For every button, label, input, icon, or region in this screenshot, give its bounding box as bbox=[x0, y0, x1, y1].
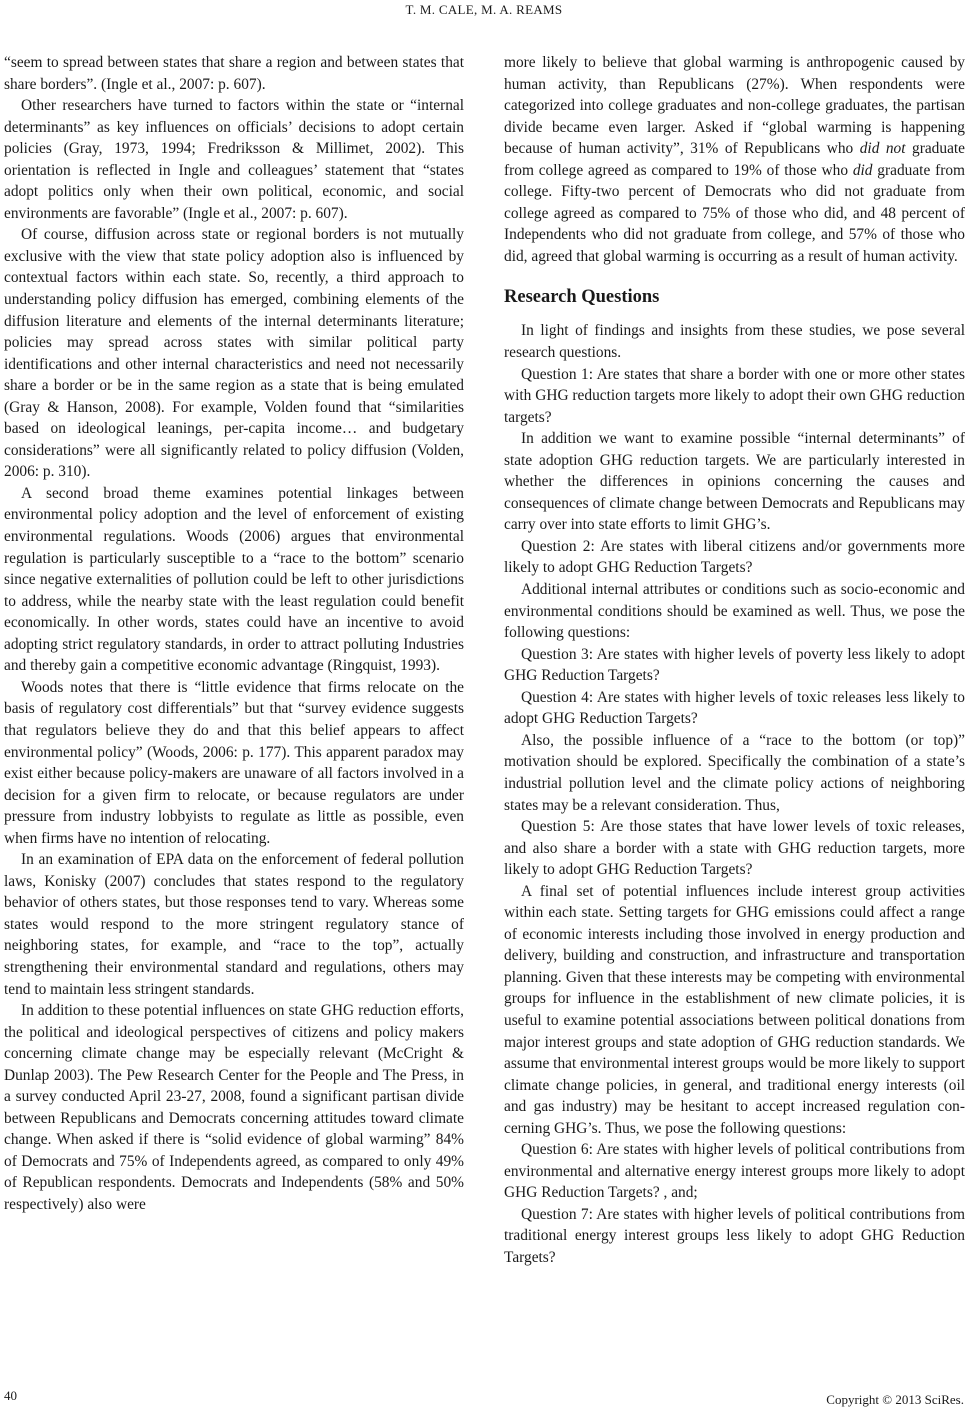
paragraph: Question 5: Are those states that have lower levels of toxic releases, and also share a border with a state with GHG reduction targets, more likely to adopt GHG Reduction Targets? bbox=[504, 818, 965, 879]
copyright-notice: Copyright © 2013 SciRes. bbox=[826, 1392, 964, 1407]
paragraph: Question 6: Are states with higher levels of political contributions from environmental and alternative energy interest groups more likely to adopt GHG Reduction Targets? , and; bbox=[504, 1141, 965, 1202]
paragraph: Also, the possible influence of a “race to the bottom (or top)” motivation should be explored. Specifically the combination of a state’s industrial pollution level and the climate policy actions of neighboring states may be a relevant consideration. Thus, bbox=[504, 731, 965, 814]
paragraph: In an examination of EPA data on the enforcement of federal pollution laws, Konisky (2007) concludes that states respond to the regulatory behavior of others states, but those responses tend to vary. Whereas some states would respond to the more stringent regulatory stance of neighboring states, for example, and “race to the top”, actually strengthening their environmental standard and regulations, others may tend to maintain less stringent standards. bbox=[4, 851, 464, 998]
text-run: graduate from college agreed as compared to 19% of those who bbox=[504, 140, 966, 179]
emphasis: did not bbox=[859, 140, 906, 158]
paragraph: In addition we want to examine possible “internal determinants” of state adoption GHG reduction targets. We are particularly interested in whether the differences in opinions concerning the causes and consequences of climate change between Democrats and Republicans may carry over into state efforts to limit GHG’s. bbox=[504, 430, 965, 534]
paragraph: Question 2: Are states with liberal citizens and/or governments more likely to adopt GHG Reduction Targets? bbox=[504, 537, 965, 577]
paragraph: Other researchers have turned to factors within the state or “internal determinants” as key influences on officials’ decisions to adopt certain policies (Gray, 1973, 1994; Fredriksson & Millimet, 2002). This orientation is reflected in Ingle and colleagues’ statement that “states adopt politics only when their own political, economic, and social environments are favorable” (Ingle et al., 2007: p. 607). bbox=[4, 97, 464, 222]
section-heading: Research Questions bbox=[504, 287, 660, 308]
paragraph: Woods notes that there is “little evidence that firms relocate on the basis of regulatory cost differentials” but that “survey evidence suggests that regulators believe they do and that this belief appears to affect environmental policy” (Woods, 2006: p. 177). This apparent paradox may exist either because policy-makers are unaware of all factors involved in a decision for a given firm to relocate, or because regulators are under pressure from industry lobbyists to regulate as little as possible, even when firms have no intention of relocating. bbox=[4, 678, 464, 847]
paragraph-continuation bbox=[504, 52, 965, 267]
paragraph: Question 4: Are states with higher levels of toxic releases less likely to adopt GHG Reduction Targets? bbox=[504, 688, 965, 728]
paragraph: Question 7: Are states with higher levels of political contributions from traditional energy interest groups less likely to adopt GHG Reduction Targets? bbox=[504, 1205, 965, 1266]
paragraph: Question 1: Are states that share a border with one or more other states with GHG reduction targets more likely to adopt their own GHG reduction targets? bbox=[504, 365, 965, 426]
emphasis: did bbox=[852, 161, 873, 179]
text-run: graduate from college. Fifty-two percent of Democrats who did not graduate from college agreed as compared to 75% of those who did, and 48 percent of Independents who did not graduate from college, and 57% of those who did, agreed that global warming is occurring as a result of human activity. bbox=[504, 161, 965, 265]
paragraph: A second broad theme examines potential linkages between environmental policy adoption and the level of enforcement of existing environmental regulations. Woods (2006) argues that environmental regulation is particularly susceptible to a “race to the bottom” scenario since negative externalities of pollution could be left to other jurisdictions to address, while the nearby state with the least regulation could benefit economically. In other words, states could have an incentive to avoid adopting strict regulatory standards, in order to attract polluting Industries and thereby gain a competitive economic advantage (Ringquist, 1993). bbox=[4, 484, 464, 675]
right-column bbox=[504, 52, 965, 1269]
paragraph: In addition to these potential influences on state GHG reduction efforts, the political and ideological perspectives of citizens and policy makers concerning climate change may be especially relevant (McCright & Dunlap 2003). The Pew Research Center for the People and The Press, in a survey conducted April 23-27, 2008, found a significant partisan divide between Republicans and Democrats concerning attitudes toward climate change. When asked if there is “solid evidence of global warming” 84% of Democrats and 75% of Independents agreed, as compared to only 49% of Republican respondents. Democrats and Independents (58% and 50% respectively) also were bbox=[4, 1002, 464, 1213]
text-run: more likely to believe that global warming is anthropogenic caused by human activity, than Republicans (27%). When respondents were categorized into college graduates and non-college graduates, the partisan divide became even larger. Asked if “global warming is happening because of human activity”, 31% of Republicans who bbox=[504, 54, 965, 158]
page-number: 40 bbox=[4, 1388, 17, 1403]
paragraph: Of course, diffusion across state or regional borders is not mutually exclusive with the view that state policy adoption also is influenced by contextual factors within each state. So, recently, a third approach to understanding policy diffusion has emerged, combining elements of the diffusion literature and elements of the internal determinants literature; policies may spread across states with similar political party identifications and other internal characteristics and need not necessarily share a border or be in the same region as a state that is being emulated (Gray & Hanson, 2008). For example, Volden found that “similarities based on ideological leanings, per-capita income… and budgetary considerations” were all significantly related to policy diffusion (Volden, 2006: p. 310). bbox=[4, 226, 464, 481]
paragraph: In light of findings and insights from these studies, we pose several research questions. bbox=[504, 322, 965, 362]
paragraph: “seem to spread between states that share a region and between states that share borders”. (Ingle et al., 2007: p. 607). bbox=[4, 54, 464, 93]
paragraph: Question 3: Are states with higher levels of poverty less likely to adopt GHG Reduction Targets? bbox=[504, 645, 965, 685]
left-column bbox=[4, 52, 464, 1216]
running-header: T. M. CALE, M. A. REAMS bbox=[405, 2, 563, 17]
paragraph: Additional internal attributes or conditions such as socio-economic and environmental conditions should be examined as well. Thus, we pose the following questions: bbox=[504, 581, 965, 642]
paragraph: A final set of potential influences include interest group activities within each state. Setting targets for GHG emissions could affect a range of economic interests including those involved in energy production and delivery, building and construction, and infrastructure and transportation planning. Given that these interests may be competing with environmental groups for influence in the establishment of new climate policies, it is useful to examine potential associations between political donations from major interest groups and state adoption of GHG reduction standards. We assume that environmental interest groups would be more likely to support climate change policies, in general, and traditional energy interests (oil and gas industry) may be hesitant to accept increased regulation concerning GHG’s. Thus, we pose the following questions: bbox=[504, 882, 965, 1137]
